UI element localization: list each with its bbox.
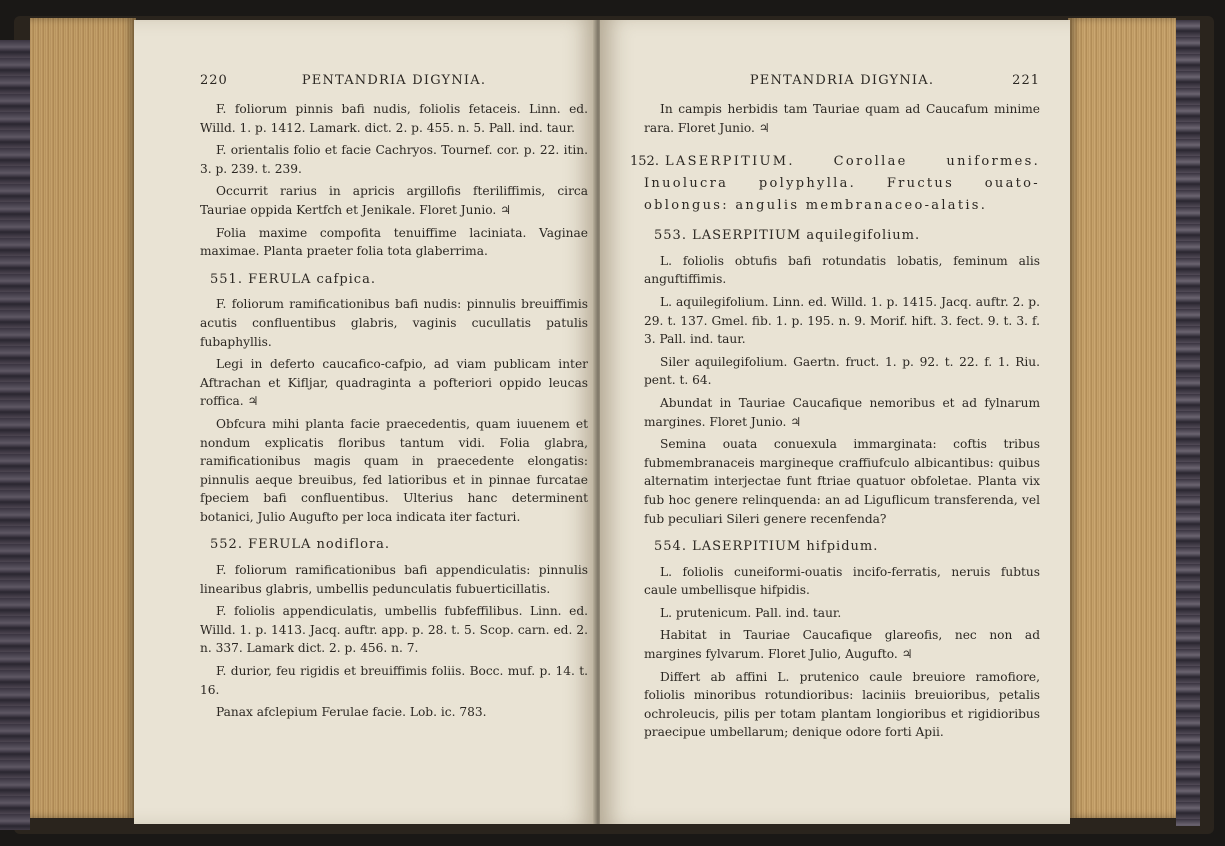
- paragraph: F. foliorum ramificationibus bafi nudis: pinnulis breuiffimis acutis confluentibus glabris, vaginis cucullatis patulis fubaphyllis.: [200, 297, 588, 349]
- paragraph: F. foliorum ramificationibus bafi appendiculatis: pinnulis linearibus glabris, umbellis pedunculatis fubuerticillatis.: [200, 563, 588, 596]
- paragraph: Differt ab affini L. prutenico caule breuiore ramofiore, foliolis minoribus rotundioribus: laciniis breuioribus, petalis ochroleucis, pilis per totam plantam longioribus et rigidioribus praecipue umbellarum; denique odore forti Apii.: [644, 669, 1040, 740]
- paragraph: L. foliolis obtufis bafi rotundatis lobatis, feminum alis anguftiffimis.: [644, 253, 1040, 287]
- right-page: [600, 20, 1070, 824]
- genus-number: 152.: [630, 154, 659, 170]
- right-page-block: [1068, 18, 1176, 818]
- paragraph: L. prutenicum. Pall. ind. taur.: [660, 605, 842, 620]
- running-title: PENTANDRIA DIGYNIA.: [301, 73, 487, 88]
- paragraph: Siler aquilegifolium. Gaertn. fruct. 1. p. 92. t. 22. f. 1. Riu. pent. t. 64.: [644, 354, 1040, 388]
- left-cover-edge: [0, 40, 30, 830]
- paragraph: L. aquilegifolium. Linn. ed. Willd. 1. p. 1415. Jacq. auftr. 2. p. 29. t. 137. Gmel. fib. 1. p. 195. n. 9. Morif. hift. 3. fect. 9. t. 3. f. 3. Pall. ind. taur.: [644, 294, 1040, 347]
- left-page-header: [200, 72, 588, 96]
- species-heading: 553. LASERPITIUM aquilegifolium.: [654, 228, 921, 244]
- paragraph: Obfcura mihi planta facie praecedentis, quam iuuenem et nondum explicatis floribus tantum vidi. Folia glabra, ramificationibus magis quam in praecedente elongatis: pinnulis aeque breuibus, fed latioribus et in pinnae furcatae fpeciem bafi confluentibus. Ulterius hanc determinent botanici, Julio Augufto per loca indicata iter facturi.: [200, 416, 588, 524]
- species-heading: 551. FERULA cafpica.: [210, 271, 376, 287]
- paragraph: In campis herbidis tam Tauriae quam ad Caucafum minime rara. Floret Junio. ♃: [644, 102, 1040, 135]
- genus-description: [630, 151, 1040, 217]
- paragraph: F. durior, feu rigidis et breuiffimis foliis. Bocc. muf. p. 14. t. 16.: [200, 664, 588, 697]
- paragraph: L. foliolis cuneiformi-ouatis incifo-ferratis, neruis fubtus caule umbellisque hifpidis.: [644, 564, 1040, 598]
- right-page-header: [644, 72, 1040, 96]
- paragraph: Semina ouata conuexula immarginata: coftis tribus fubmembranaceis margineque craffiufculo albicantibus: quibus alternatim interjectae funt ftriae quatuor obfoletae. Planta vix fub hoc genere relinquenda: an ad Liguflicum transferenda, vel fub peculiari Sileri genere recenfenda?: [644, 437, 1040, 526]
- running-title: PENTANDRIA DIGYNIA.: [749, 73, 935, 88]
- paragraph: Panax afclepium Ferulae facie. Lob. ic. 783.: [216, 705, 487, 720]
- right-cover-edge: [1176, 20, 1200, 826]
- paragraph: F. orientalis folio et facie Cachryos. Tournef. cor. p. 22. itin. 3. p. 239. t. 239.: [200, 143, 588, 176]
- right-page-text: [630, 72, 1040, 746]
- genus-text: LASERPITIUM. Corollae uniformes. Inuolucra polyphylla. Fructus ouato-oblongus: angulis membranaceo-alatis.: [644, 154, 1040, 214]
- paragraph: Habitat in Tauriae Caucafique glareofis, nec non ad margines fylvarum. Floret Julio, Augufto. ♃: [644, 628, 1040, 662]
- species-heading: 554. LASERPITIUM hifpidum.: [654, 539, 879, 555]
- paragraph: Abundat in Tauriae Caucafique nemoribus et ad fylnarum margines. Floret Junio. ♃: [644, 395, 1040, 429]
- species-heading: 552. FERULA nodiflora.: [210, 537, 391, 553]
- left-page: [134, 20, 596, 824]
- left-page-block: [30, 18, 136, 818]
- page-number: 220: [200, 73, 228, 88]
- paragraph: F. foliolis appendiculatis, umbellis fubfeffilibus. Linn. ed. Willd. 1. p. 1413. Jacq. auftr. app. p. 28. t. 5. Scop. carn. ed. 2. n. 337. Lamark dict. 2. p. 456. n. 7.: [200, 604, 588, 656]
- paragraph: Occurrit rarius in apricis argillofis fteriliffimis, circa Tauriae oppida Kertfch et Jenikale. Floret Junio. ♃: [200, 184, 588, 217]
- paragraph: Legi in deferto caucafico-cafpio, ad viam publicam inter Aftrachan et Kifljar, quadraginta a pofteriori oppido leucas roffica. ♃: [200, 357, 588, 409]
- paragraph: Folia maxime compofita tenuiffime laciniata. Vaginae maximae. Planta praeter folia tota glaberrima.: [200, 225, 588, 259]
- left-page-text: [200, 72, 588, 726]
- page-number: 221: [1012, 73, 1040, 88]
- paragraph: F. foliorum pinnis bafi nudis, foliolis fetaceis. Linn. ed. Willd. 1. p. 1412. Lamark. dict. 2. p. 455. n. 5. Pall. ind. taur.: [200, 102, 588, 135]
